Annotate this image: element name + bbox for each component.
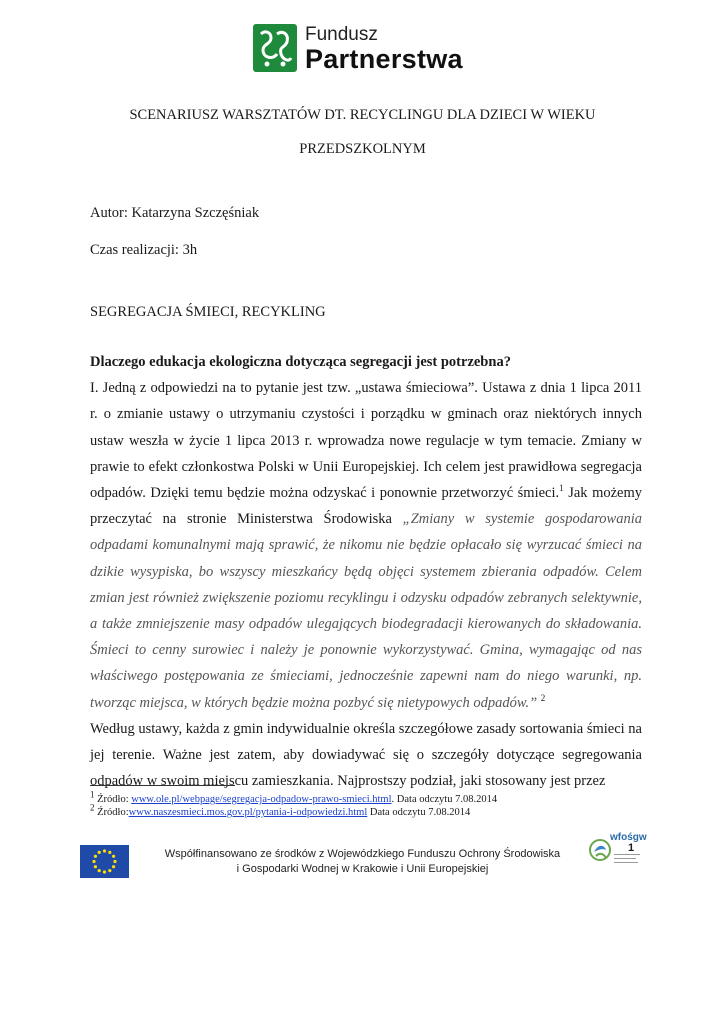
document-title — [90, 102, 635, 162]
footnote-2-link[interactable]: www.naszesmieci.mos.gov.pl/pytania-i-odpowiedzi.html — [128, 807, 368, 818]
page-number: 1 — [628, 842, 635, 854]
author-line: Autor: Katarzyna Szczęśniak — [90, 205, 260, 221]
body-text — [90, 349, 642, 794]
logo-text-line2: Partnerstwa — [305, 44, 463, 74]
footnote-2-suffix: Data odczytu 7.08.2014 — [367, 807, 471, 818]
footnote-divider — [90, 785, 235, 786]
footnote-2-prefix: Źródło: — [94, 807, 129, 818]
logo-mark-icon — [253, 24, 297, 72]
paragraph-1-text: I. Jedną z odpowiedzi na to pytanie jest tzw. „ustawa śmieciowa”. Ustawa z dnia 1 lipca 2011 r. o zmianie ustawy o utrzymaniu czystości i porządku w gminach oraz niektórych innych ustaw weszła w życie 1 lipca 2013 r. wprowadza nowe regulacje w tym temacie. Zmiany w prawie to efekt członkostwa Polski w Unii Europejskiej. Ich celem jest prawidłowa segregacja odpadów. Dzięki temu będzie można odzyskać i ponownie przetworzyć śmieci. — [90, 380, 642, 502]
eu-flag-icon — [80, 845, 129, 878]
section-heading: SEGREGACJA ŚMIECI, RECYKLING — [90, 304, 326, 320]
question-heading: Dlaczego edukacja ekologiczna dotycząca segregacji jest potrzebna? — [90, 354, 511, 370]
paragraph-1 — [90, 375, 642, 716]
paragraph-1-continued: Jak możemy przeczytać na stronie Ministerstwa Środowiska — [90, 485, 642, 528]
footer-cofinancing-text — [150, 847, 575, 876]
footer-line2: i Gospodarki Wodnej w Krakowie i Unii Europejskiej — [236, 862, 489, 875]
fundusz-partnerstwa-logo — [253, 24, 493, 76]
title-line1: SCENARIUSZ WARSZTATÓW DT. RECYCLINGU DLA DZIECI W WIEKU — [129, 107, 596, 123]
footnote-ref-2[interactable]: 2 — [540, 692, 546, 703]
footnote-1-link[interactable]: www.ole.pl/webpage/segregacja-odpadow-prawo-smieci.html — [131, 794, 392, 805]
footnote-2 — [90, 802, 471, 819]
wfosgw-logo-text: wfośgw — [610, 832, 647, 843]
footnote-ref-1[interactable]: 1 — [559, 483, 564, 494]
title-line2: PRZEDSZKOLNYM — [299, 141, 426, 157]
footnote-2-number: 2 — [90, 802, 95, 813]
wfosgw-logo — [588, 832, 647, 868]
footnote-1-prefix: Źródło: — [94, 794, 132, 805]
footnote-1-suffix: . Data odczytu 7.08.2014 — [391, 794, 498, 805]
quote-end: .” — [525, 694, 541, 711]
ministry-quote: „Zmiany w systemie gospodarowania odpadami komunalnymi mają sprawić, że nikomu nie będzie opłacało się wyrzucać śmieci na dzikie wysypiska, bo wszyscy mieszkańcy będą objęci systemem zbierania odpadów. Celem zmian jest również zwiększenie poziomu recyklingu i odzysku odpadów zebranych selektywnie, a także zmniejszenie masy odpadów ulegających biodegradacji kierowanych do składowania. Śmieci to cenny surowiec i należy je ponownie wykorzystywać. Gmina, wymagając od nas właściwego postępowania ze śmieciami, jednocześnie zapewni nam do niego warunki, np. tworząc miejsca, w których będzie można pozbyć się nietypowych odpadów — [90, 511, 642, 711]
paragraph-2: Według ustawy, każda z gmin indywidualnie określa szczegółowe zasady sortowania śmieci na jej terenie. Ważne jest zatem, aby dowiadywać się o szczegóły dotyczące segregowania odpadów w swoim miejscu zamieszkania. Najprostszy podział, jaki stosowany jest przez — [90, 720, 642, 790]
footnote-1 — [90, 789, 498, 806]
logo-text-line1: Fundusz — [305, 24, 378, 45]
footer-line1: Współfinansowano ze środków z Wojewódzkiego Funduszu Ochrony Środowiska — [164, 848, 561, 860]
duration-line: Czas realizacji: 3h — [90, 242, 198, 258]
footnote-1-number: 1 — [90, 789, 95, 800]
